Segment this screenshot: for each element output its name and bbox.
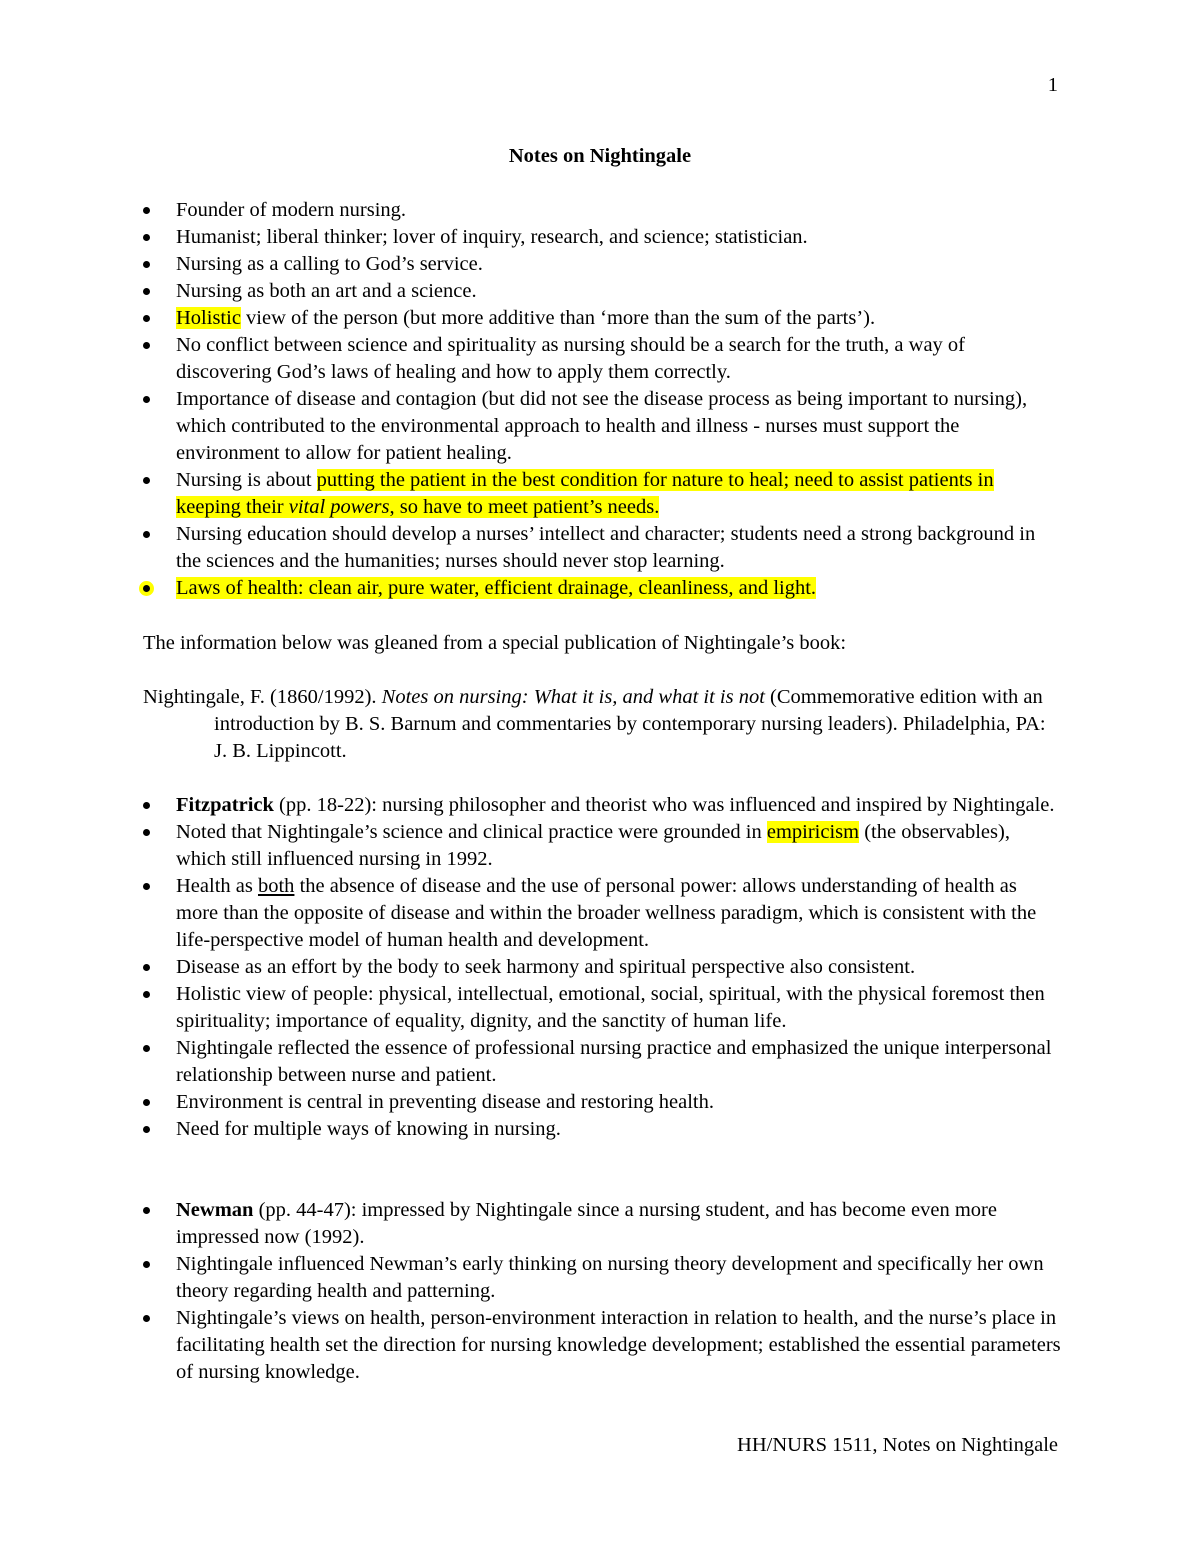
list-item <box>143 954 1061 981</box>
list-item <box>143 1035 1061 1089</box>
bullet-icon <box>143 1315 150 1322</box>
text-run: both <box>257 875 295 897</box>
list-item <box>143 819 1061 873</box>
text-run: Importance of disease and contagion (but did not see the disease process as being important to nursing), which contributed to the environmental approach to health and illness - nurses must support the environment to allow for patient healing. <box>176 388 1028 464</box>
list-item <box>143 1305 1061 1386</box>
intro-text: The information below was gleaned from a special publication of Nightingale’s book: <box>143 632 847 654</box>
text-run: Nursing as a calling to God’s service. <box>176 253 483 275</box>
bullet-icon <box>143 585 150 592</box>
text-run: Noted that Nightingale’s science and clinical practice were grounded in <box>176 821 767 843</box>
bullet-list <box>143 1197 1061 1386</box>
text-run: Laws of health: clean air, pure water, efficient drainage, cleanliness, and light. <box>176 577 817 599</box>
reference-text <box>143 684 1061 765</box>
section-newman <box>143 1197 1061 1386</box>
bullet-icon <box>143 829 150 836</box>
text-run: Holistic view of people: physical, intellectual, emotional, social, spiritual, with the physical foremost then spirituality; importance of equality, dignity, and the sanctity of human life. <box>176 983 1045 1032</box>
text-run: Disease as an effort by the body to seek harmony and spiritual perspective also consistent. <box>176 956 916 978</box>
text-run: vital powers <box>288 496 390 518</box>
page-footer: HH/NURS 1511, Notes on Nightingale <box>737 1434 1058 1456</box>
text-run: No conflict between science and spirituality as nursing should be a search for the truth, a way of discovering God’s laws of healing and how to apply them correctly. <box>176 334 965 383</box>
list-item <box>143 251 1061 278</box>
list-item <box>143 278 1061 305</box>
list-item <box>143 386 1061 467</box>
text-run: (pp. 44-47): impressed by Nightingale since a nursing student, and has become even more impressed now (1992). <box>176 1199 997 1248</box>
text-run: Nightingale, F. (1860/1992). <box>143 686 382 708</box>
bullet-icon <box>143 1099 150 1106</box>
bullet-icon <box>143 964 150 971</box>
bullet-list <box>143 197 1061 602</box>
list-item <box>143 305 1061 332</box>
text-run: Environment is central in preventing disease and restoring health. <box>176 1091 714 1113</box>
bullet-icon <box>143 1045 150 1052</box>
text-run: view of the person (but more additive than ‘more than the sum of the parts’). <box>240 307 876 329</box>
text-run: the absence of disease and the use of personal power: allows understanding of health as more than the opposite of disease and within the broader wellness paradigm, which is consistent with the life-perspective model of human health and development. <box>176 875 1037 951</box>
bullet-icon <box>143 802 150 809</box>
text-run: , so have to meet patient’s needs. <box>389 496 660 518</box>
bullet-icon <box>143 396 150 403</box>
text-run: Nightingale influenced Newman’s early thinking on nursing theory development and specifically her own theory regarding health and patterning. <box>176 1253 1044 1302</box>
list-item <box>143 1089 1061 1116</box>
bullet-icon <box>143 477 150 484</box>
list-item <box>143 1197 1061 1251</box>
bullet-icon <box>143 261 150 268</box>
intro-paragraph <box>143 630 1061 657</box>
list-item <box>143 521 1061 575</box>
text-run: Nursing education should develop a nurses’ intellect and character; students need a strong background in the sciences and the humanities; nurses should never stop learning. <box>176 523 1036 572</box>
list-item <box>143 332 1061 386</box>
text-run: Holistic <box>176 307 241 329</box>
page-title: Notes on Nightingale <box>508 145 692 167</box>
bullet-icon <box>143 991 150 998</box>
list-item <box>143 1116 1061 1143</box>
bullet-icon <box>143 288 150 295</box>
text-run: Newman <box>176 1199 254 1221</box>
text-run: empiricism <box>766 821 860 843</box>
bullet-icon <box>143 1261 150 1268</box>
text-run: Notes on nursing: What it is, and what it is not <box>381 686 765 708</box>
section-fitzpatrick <box>143 792 1061 1143</box>
list-item <box>143 792 1061 819</box>
text-run: (the observables), which still influenced nursing in 1992. <box>176 821 1010 870</box>
text-run: Fitzpatrick <box>176 794 274 816</box>
text-run: putting the patient in the best condition for nature to heal; need to assist patients in keeping their <box>176 469 994 518</box>
list-item <box>143 224 1061 251</box>
bullet-icon <box>143 315 150 322</box>
page-number: 1 <box>1047 74 1058 96</box>
text-run: (Commemorative edition with an introduction by B. S. Barnum and commentaries by contemporary nursing leaders). Philadelphia, PA: J. B. Lippincott. <box>214 686 1046 762</box>
text-run: (pp. 18-22): nursing philosopher and theorist who was influenced and inspired by Nightingale. <box>273 794 1055 816</box>
bullet-icon <box>143 883 150 890</box>
text-run: Health as <box>176 875 258 897</box>
bullet-icon <box>143 1126 150 1133</box>
list-item <box>143 981 1061 1035</box>
text-run: Founder of modern nursing. <box>176 199 407 221</box>
bullet-icon <box>143 207 150 214</box>
bullet-icon <box>143 342 150 349</box>
reference-citation <box>143 684 1061 765</box>
bullet-icon <box>143 531 150 538</box>
text-run: Nursing is about <box>176 469 317 491</box>
text-run: Nursing as both an art and a science. <box>176 280 477 302</box>
list-item <box>143 197 1061 224</box>
section-nightingale-principles <box>143 197 1061 602</box>
text-run: Need for multiple ways of knowing in nursing. <box>176 1118 561 1140</box>
text-run: Nightingale reflected the essence of professional nursing practice and emphasized the unique interpersonal relationship between nurse and patient. <box>176 1037 1052 1086</box>
list-item <box>143 1251 1061 1305</box>
list-item <box>143 575 1061 602</box>
text-run: Nightingale’s views on health, person-environment interaction in relation to health, and the nurse’s place in facilitating health set the direction for nursing knowledge development; established the essential parameters of nursing knowledge. <box>176 1307 1061 1383</box>
text-run: Humanist; liberal thinker; lover of inquiry, research, and science; statistician. <box>176 226 808 248</box>
list-item <box>143 873 1061 954</box>
list-item <box>143 467 1061 521</box>
bullet-icon <box>143 1207 150 1214</box>
bullet-icon <box>143 234 150 241</box>
bullet-list <box>143 792 1061 1143</box>
